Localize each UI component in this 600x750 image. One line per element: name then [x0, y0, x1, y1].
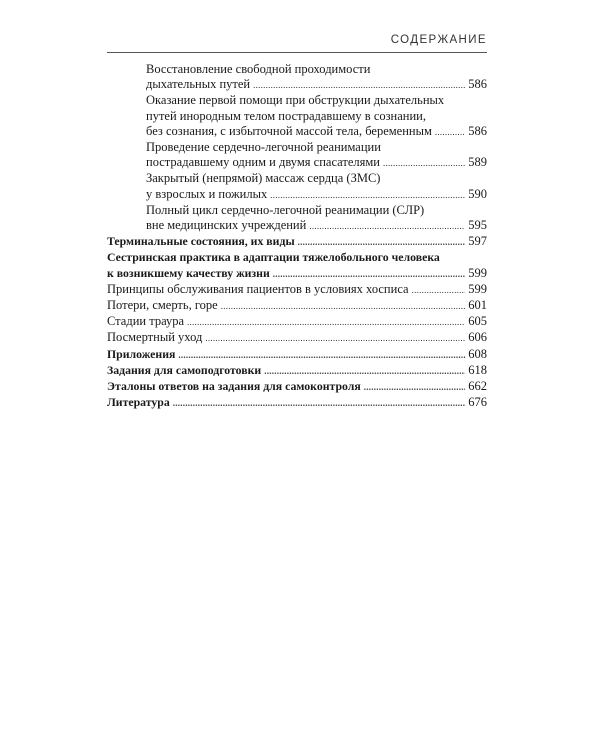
toc-entry-title: без сознания, с избыточной массой тела, беременным [146, 123, 432, 138]
toc-entry-title: у взрослых и пожилых [146, 186, 268, 201]
toc-entry[interactable] [107, 314, 487, 330]
page-number: 589 [468, 155, 487, 170]
toc-entry-lastline [107, 395, 487, 411]
toc-entry[interactable] [107, 250, 487, 281]
page-number: 595 [468, 218, 487, 233]
toc-entry-title: Принципы обслуживания пациентов в условиях хосписа [107, 281, 409, 296]
page-number: 599 [468, 265, 487, 280]
toc-entry[interactable] [107, 93, 487, 140]
page-number: 676 [468, 395, 487, 410]
page-number: 597 [468, 234, 487, 249]
page-number: 599 [468, 281, 487, 296]
toc-entry-lastline [107, 298, 487, 314]
toc-entry-title: Эталоны ответов на задания для самоконтроля [107, 379, 361, 394]
toc-entry-line: путей инородным телом пострадавшему в сознании, [146, 108, 426, 123]
page-number: 608 [468, 346, 487, 361]
toc-entry-lastline [107, 379, 487, 395]
toc-entry-lastline [107, 314, 487, 330]
page-number: 586 [468, 77, 487, 92]
toc-entry-title: Потери, смерть, горе [107, 298, 218, 313]
toc-entry[interactable] [107, 330, 487, 346]
toc-entry-line: Закрытый (непрямой) массаж сердца (ЗМС) [146, 171, 381, 186]
toc-entry-title: Приложения [107, 346, 176, 361]
toc-entry-line: Полный цикл сердечно-легочной реанимации (СЛР) [146, 202, 425, 217]
page-number: 605 [468, 314, 487, 329]
dot-leader [309, 218, 465, 234]
toc-entry-title: Литература [107, 395, 170, 410]
toc-entry-line: Проведение сердечно-легочной реанимации [146, 140, 381, 155]
toc-entry[interactable] [107, 234, 487, 250]
running-head [107, 28, 487, 53]
table-of-contents [107, 62, 487, 411]
dot-leader [273, 266, 465, 282]
toc-entry[interactable] [107, 62, 487, 93]
dot-leader [412, 282, 466, 298]
toc-entry[interactable] [107, 282, 487, 298]
dot-leader [270, 187, 465, 203]
page-number: 662 [468, 379, 487, 394]
toc-entry-lastline [107, 363, 487, 379]
running-head-title: СОДЕРЖАНИЕ [390, 34, 487, 46]
toc-entry-title: пострадавшему одним и двумя спасателями [146, 155, 380, 170]
toc-entry-lastline [146, 218, 487, 234]
toc-entry-line: Восстановление свободной проходимости [146, 62, 371, 76]
dot-leader [178, 347, 465, 363]
toc-entry[interactable] [107, 298, 487, 314]
toc-entry[interactable] [107, 171, 487, 202]
toc-entry[interactable] [107, 379, 487, 395]
dot-leader [187, 314, 465, 330]
toc-entry-lastline [146, 155, 487, 171]
toc-entry-lastline [146, 187, 487, 203]
toc-entry-lastline [107, 234, 487, 250]
toc-entry-lastline [146, 124, 487, 140]
dot-leader [364, 379, 465, 395]
toc-entry-title: Терминальные состояния, их виды [107, 234, 295, 249]
toc-entry-lastline [107, 347, 487, 363]
toc-entry-title: Посмертный уход [107, 330, 203, 345]
page-number: 606 [468, 330, 487, 345]
toc-entry-lastline [107, 330, 487, 346]
toc-entry-title: дыхательных путей [146, 77, 251, 92]
dot-leader [383, 155, 465, 171]
toc-entry[interactable] [107, 347, 487, 363]
toc-entry-title: Стадии траура [107, 314, 185, 329]
toc-entry[interactable] [107, 140, 487, 171]
toc-entry[interactable] [107, 203, 487, 234]
toc-entry-title: вне медицинских учреждений [146, 218, 307, 233]
dot-leader [221, 298, 466, 314]
toc-entry-lastline [146, 77, 487, 93]
page-number: 601 [468, 298, 487, 313]
dot-leader [205, 330, 465, 346]
toc-entry-lastline [107, 266, 487, 282]
toc-entry[interactable] [107, 363, 487, 379]
toc-entry-lastline [107, 282, 487, 298]
toc-entry-line: Сестринская практика в адаптации тяжелобольного человека [107, 250, 440, 265]
toc-entry-title: к возникшему качеству жизни [107, 265, 270, 280]
dot-leader [173, 395, 465, 411]
toc-entry-title: Задания для самоподготовки [107, 362, 262, 377]
page-number: 590 [468, 186, 487, 201]
dot-leader [435, 124, 465, 140]
page-number: 618 [468, 362, 487, 377]
dot-leader [253, 77, 465, 93]
dot-leader [264, 363, 465, 379]
dot-leader [298, 234, 466, 250]
toc-entry[interactable] [107, 395, 487, 411]
toc-entry-line: Оказание первой помощи при обструкции дыхательных [146, 93, 445, 108]
page-number: 586 [468, 123, 487, 138]
